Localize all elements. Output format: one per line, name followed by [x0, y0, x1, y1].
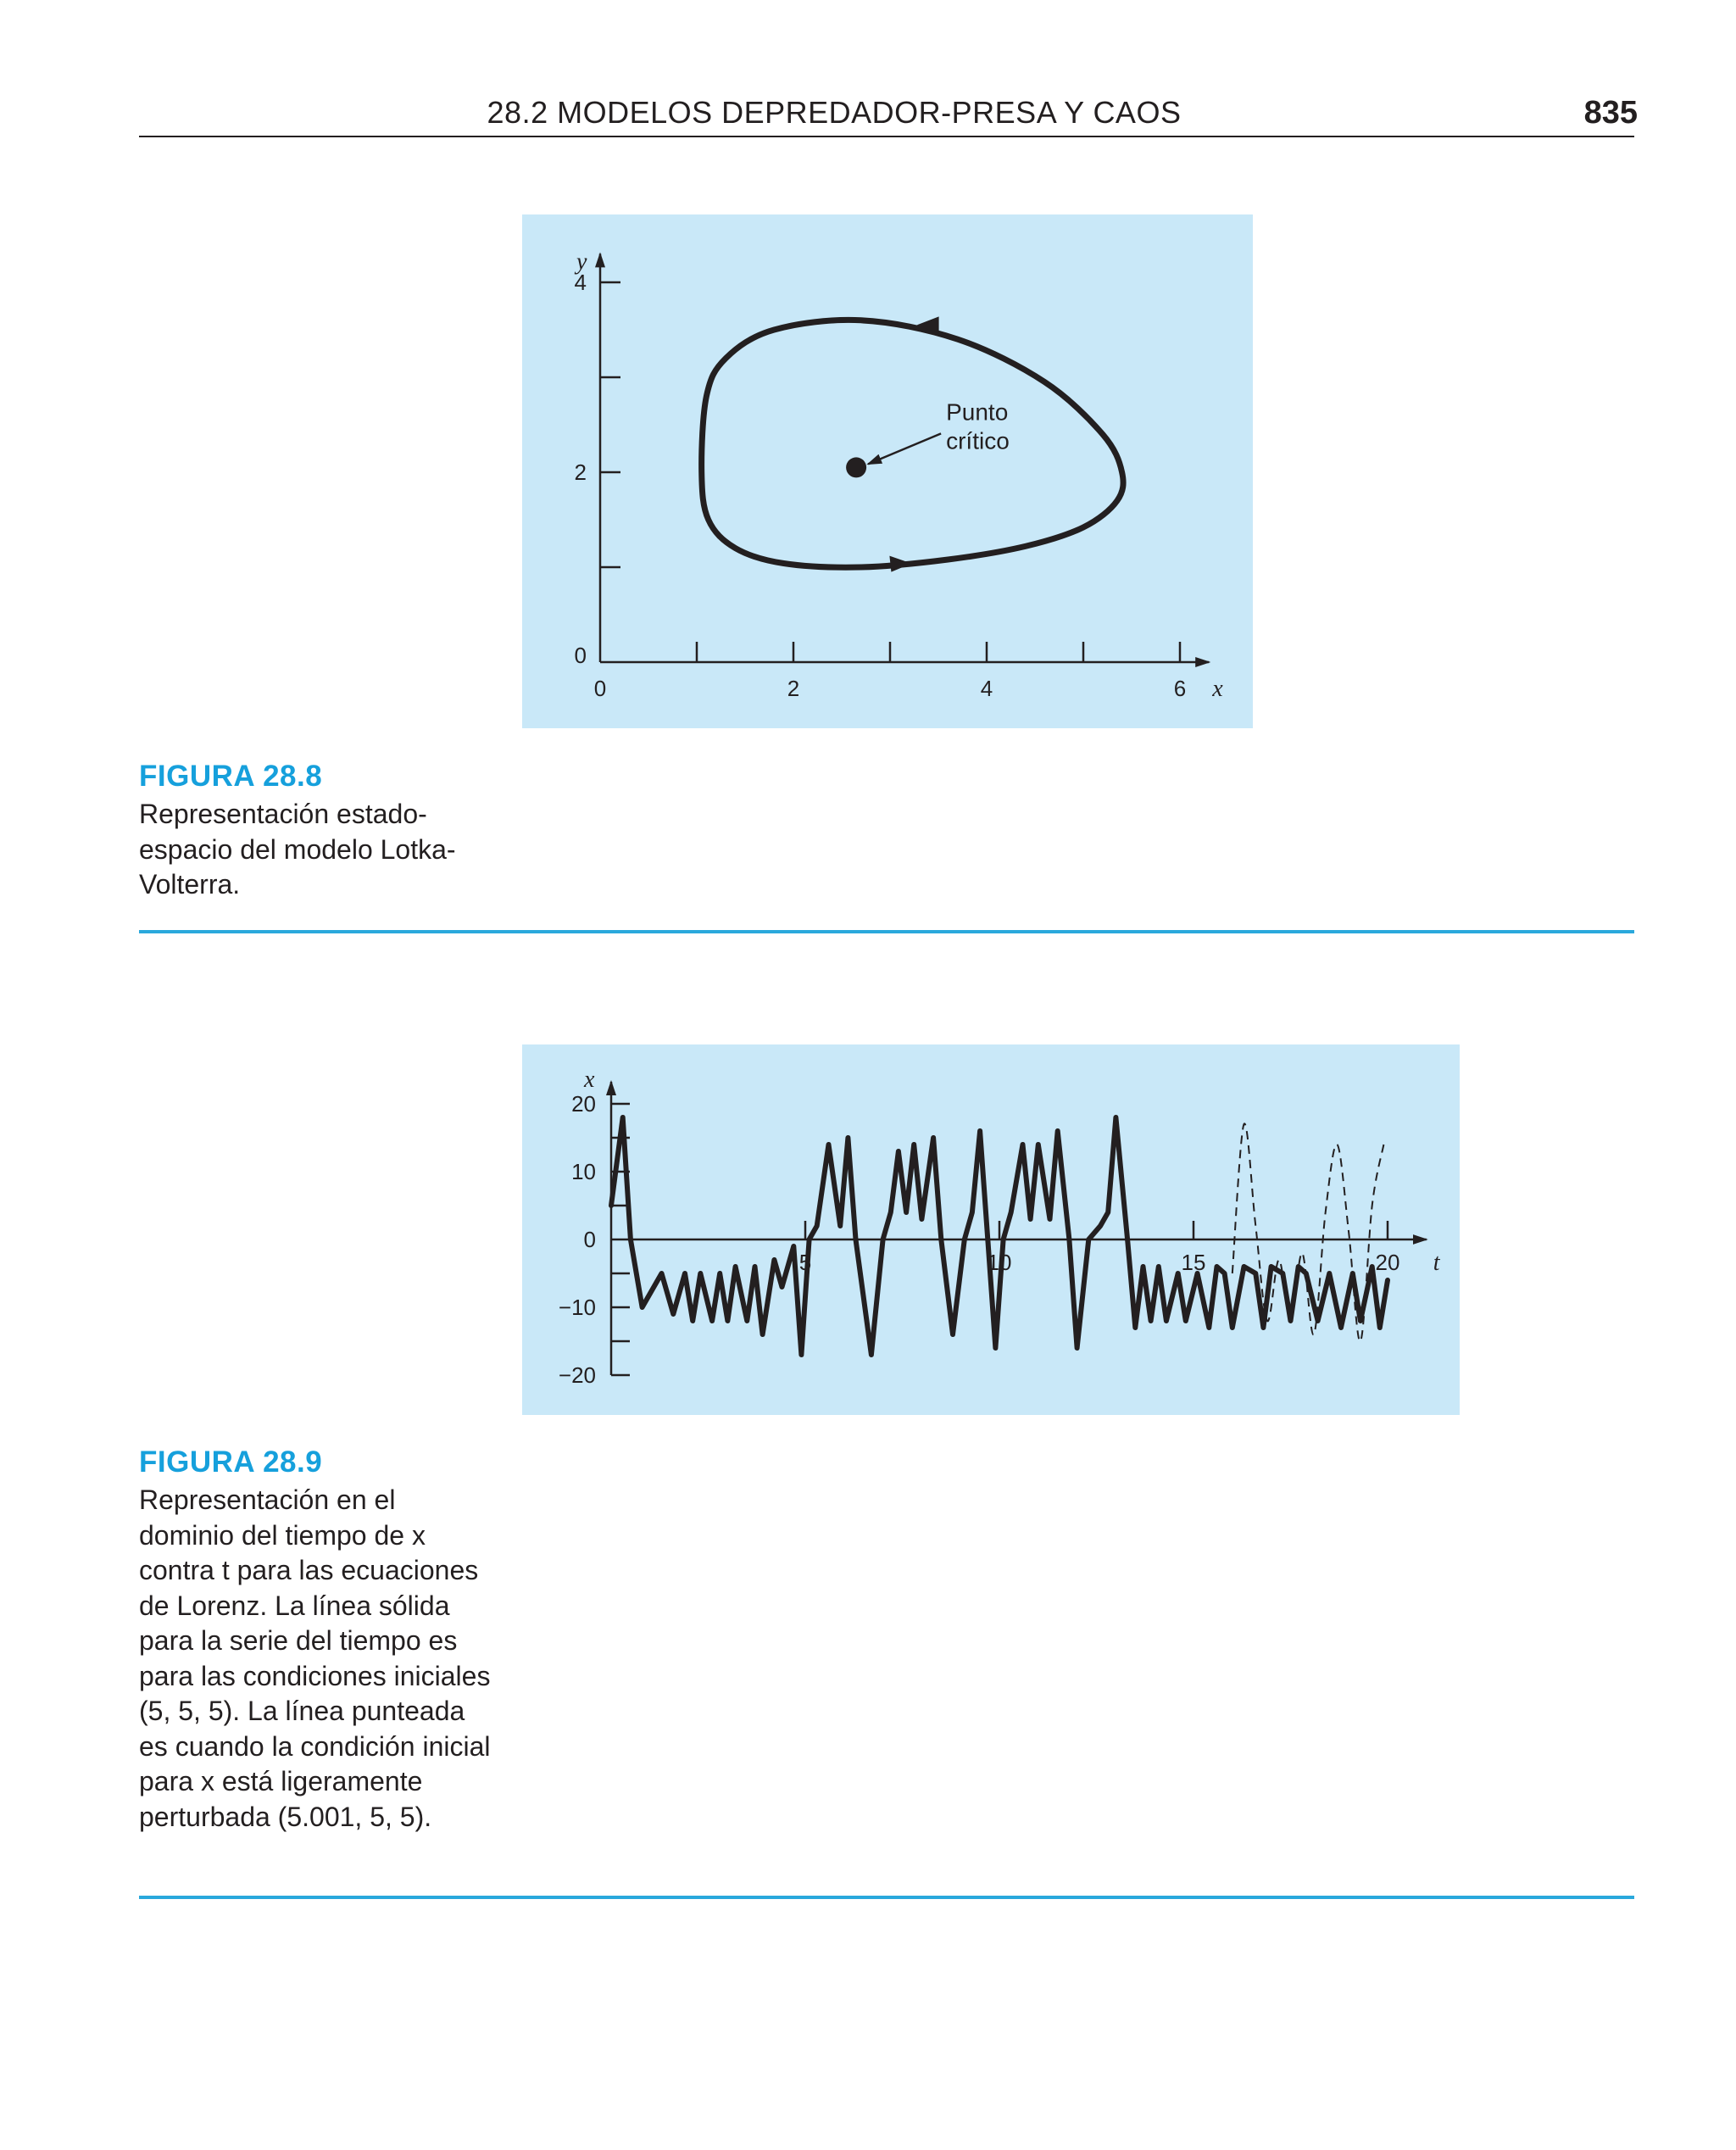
critical-point: [846, 457, 866, 477]
y-axis-label: y: [576, 248, 587, 276]
y-tick-label: −20: [558, 1362, 596, 1388]
figure-28-9-plot: [522, 1044, 1460, 1415]
figure-label: FIGURA 28.8: [139, 760, 323, 793]
x-tick-label: 0: [593, 676, 607, 701]
x-tick-label: 5: [798, 1250, 812, 1275]
y-tick-label: 0: [583, 1227, 596, 1252]
limit-cycle-curve: [702, 320, 1123, 567]
x-tick-label: 10: [987, 1250, 1012, 1275]
y-tick-label: 4: [574, 270, 587, 295]
y-tick-label: −10: [558, 1295, 596, 1320]
figure-label: FIGURA 28.9: [139, 1445, 323, 1479]
x-tick-label: 20: [1375, 1250, 1400, 1275]
figure-28-8-plot: [522, 214, 1253, 728]
x-axis-label: t: [1433, 1250, 1440, 1276]
annotation-label: crítico: [946, 427, 1010, 454]
page-number: 835: [1583, 95, 1638, 131]
y-tick-label: 20: [571, 1091, 596, 1117]
x-tick-label: 2: [787, 676, 800, 701]
running-head-title: 28.2 MODELOS DEPREDADOR-PRESA Y CAOS: [487, 95, 1182, 130]
lorenz-time-series-chart: [522, 1044, 1460, 1415]
y-tick-label: 2: [574, 460, 587, 485]
phase-plane-chart: [522, 214, 1253, 728]
figure-28-9-caption: [139, 1445, 495, 1835]
figure-caption-text: Representación estado-espacio del modelo Lotka-Volterra.: [139, 799, 456, 900]
annotation-arrow: [868, 433, 941, 464]
y-axis-label: x: [584, 1067, 595, 1093]
annotation-label: Punto: [946, 398, 1009, 426]
y-tick-label: 10: [571, 1159, 596, 1184]
header-rule: [139, 136, 1634, 137]
figure-divider-rule: [139, 930, 1634, 933]
direction-arrow: [889, 556, 911, 572]
x-tick-label: 4: [980, 676, 993, 701]
x-tick-label: 6: [1173, 676, 1187, 701]
x-tick-label: 15: [1181, 1250, 1206, 1275]
figure-28-8-caption: [139, 760, 495, 903]
x-axis-label: x: [1212, 676, 1223, 702]
figure-caption-text: Representación en el dominio del tiempo de x contra t para las ecuaciones de Lorenz. La línea sólida para la serie del tiempo es para las condiciones iniciales (5, 5, 5). La línea punteada es cuando la condición inicial para x está ligeramente perturbada (5.001, 5, 5).: [139, 1484, 491, 1832]
y-tick-label: 0: [574, 643, 587, 668]
figure-divider-rule: [139, 1896, 1634, 1899]
